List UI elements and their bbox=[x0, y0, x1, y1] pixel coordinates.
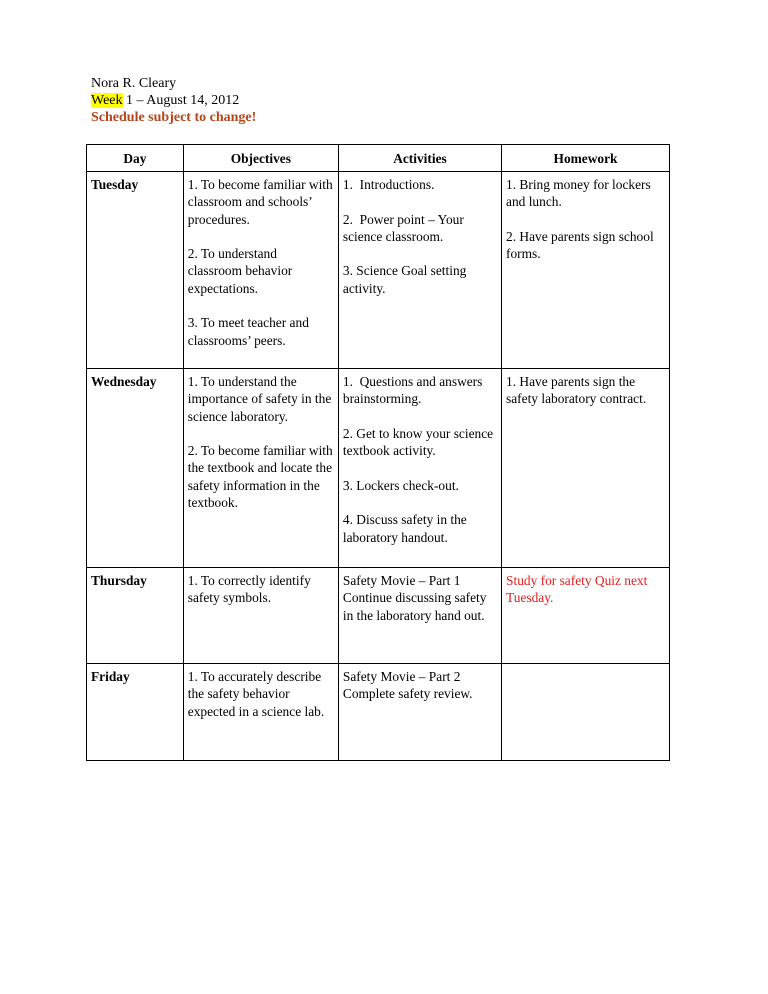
week-highlight: Week bbox=[91, 93, 123, 108]
homework-cell bbox=[502, 664, 670, 761]
objective-item: 1. To accurately describe the safety behavior expected in a science lab. bbox=[187, 669, 325, 719]
table-row-wednesday bbox=[87, 369, 670, 568]
document-header bbox=[91, 75, 256, 126]
activity-item: Safety Movie – Part 2 Complete safety review. bbox=[342, 669, 473, 702]
homework-item: 1. Bring money for lockers and lunch. bbox=[506, 177, 651, 210]
week-date: 1 – August 14, 2012 bbox=[122, 93, 240, 108]
objective-item: 2. To become familiar with the textbook and locate the safety information in the textbook. bbox=[187, 443, 333, 511]
objective-item: 1. To become familiar with classroom and schools’ procedures. bbox=[187, 177, 340, 227]
activities-cell bbox=[338, 664, 501, 761]
day-cell: Tuesday bbox=[87, 172, 184, 369]
column-header-day: Day bbox=[87, 145, 184, 172]
day-cell: Thursday bbox=[87, 568, 184, 664]
activity-item: 3. Science Goal setting activity. bbox=[342, 263, 467, 296]
objective-item: 3. To meet teacher and classrooms’ peers. bbox=[187, 315, 309, 348]
activities-cell bbox=[338, 172, 501, 369]
author-name: Nora R. Cleary bbox=[91, 76, 177, 91]
table-header-row bbox=[87, 145, 670, 172]
objective-item: 1. To understand the importance of safety in the science laboratory. bbox=[187, 374, 332, 424]
objective-item: 2. To understand classroom behavior expectations. bbox=[187, 246, 293, 296]
day-cell: Friday bbox=[87, 664, 184, 761]
column-header-objectives: Objectives bbox=[183, 145, 338, 172]
week-line bbox=[91, 92, 256, 109]
activity-item: 2. Power point – Your science classroom. bbox=[342, 211, 468, 244]
activity-item: Safety Movie – Part 1 Continue discussing safety in the laboratory hand out. bbox=[342, 573, 487, 623]
objective-item: 1. To correctly identify safety symbols. bbox=[187, 573, 311, 606]
activity-item: 4. Discuss safety in the laboratory handout. bbox=[342, 512, 467, 545]
objectives-cell bbox=[183, 369, 338, 568]
schedule-notice: Schedule subject to change! bbox=[91, 110, 257, 125]
activity-item: 1. Questions and answers brainstorming. bbox=[342, 374, 486, 407]
table-row-friday bbox=[87, 664, 670, 761]
homework-alert: Study for safety Quiz next Tuesday. bbox=[506, 573, 648, 606]
activities-cell bbox=[338, 568, 501, 664]
activity-item: 1. Introductions. bbox=[342, 177, 435, 192]
activity-item: 3. Lockers check-out. bbox=[342, 477, 459, 493]
homework-cell bbox=[502, 369, 670, 568]
homework-cell bbox=[502, 172, 670, 369]
activity-item: 2. Get to know your science textbook activity. bbox=[342, 425, 494, 459]
column-header-homework: Homework bbox=[502, 145, 670, 172]
homework-item: 2. Have parents sign school forms. bbox=[506, 228, 654, 262]
homework-cell bbox=[502, 568, 670, 664]
column-header-activities: Activities bbox=[338, 145, 501, 172]
objectives-cell bbox=[183, 172, 338, 369]
homework-item: 1. Have parents sign the safety laboratory contract. bbox=[506, 374, 647, 407]
activities-cell bbox=[338, 369, 501, 568]
table-row-tuesday bbox=[87, 172, 670, 369]
schedule-table bbox=[86, 144, 670, 761]
objectives-cell bbox=[183, 664, 338, 761]
day-cell: Wednesday bbox=[87, 369, 184, 568]
objectives-cell bbox=[183, 568, 338, 664]
table-row-thursday bbox=[87, 568, 670, 664]
